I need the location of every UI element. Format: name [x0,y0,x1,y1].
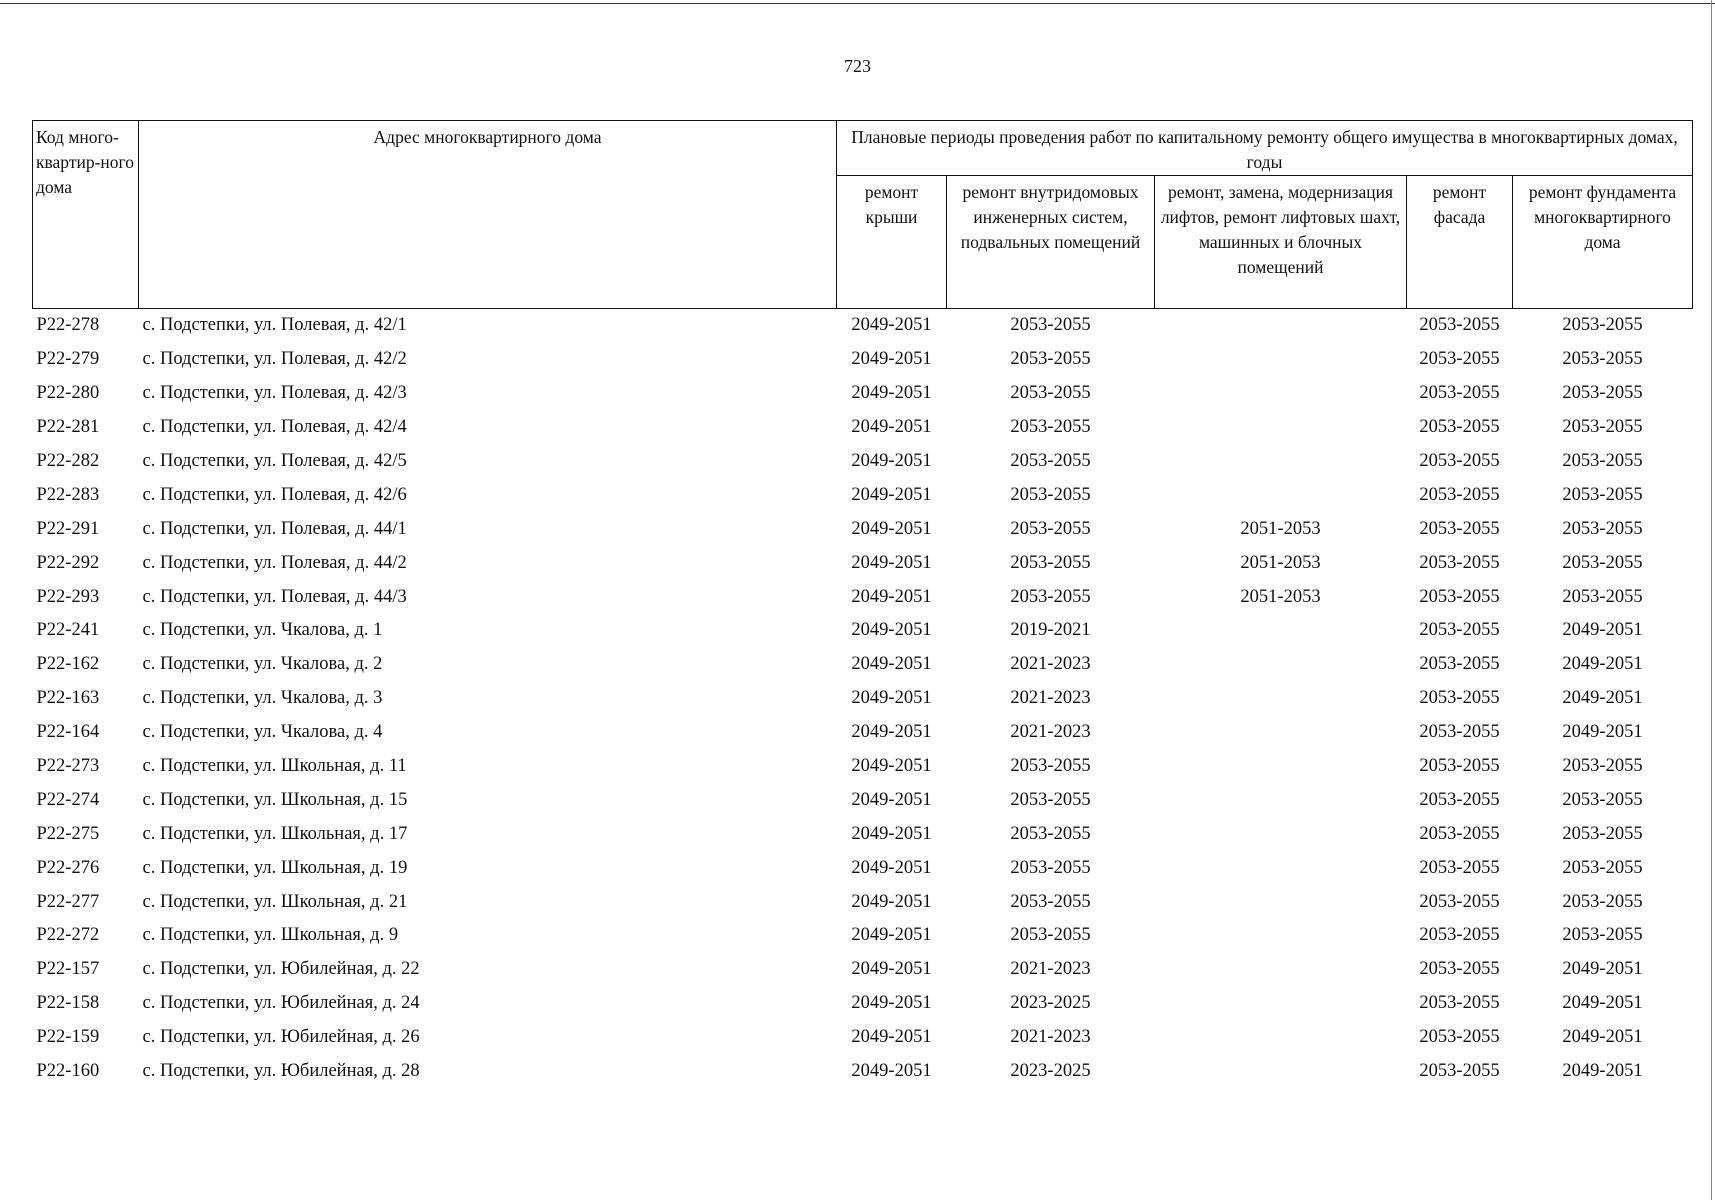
cell-facade: 2053-2055 [1419,484,1500,505]
header-facade: ремонт фасада [1407,176,1513,309]
cell-engineering: 2053-2055 [1010,857,1091,878]
cell-foundation: 2049-2051 [1562,1061,1643,1082]
cell-elevators [1155,953,1407,987]
cell-facade: 2053-2055 [1419,789,1500,810]
cell-roof: 2049-2051 [851,993,932,1014]
cell-facade: 2053-2055 [1419,315,1500,336]
table-row [33,580,1693,614]
cell-roof: 2049-2051 [851,484,932,505]
cell-code: Р22-291 [36,518,100,539]
cell-engineering: 2021-2023 [1010,1027,1091,1048]
cell-address: с. Подстепки, ул. Полевая, д. 42/1 [142,315,407,336]
cell-code: Р22-273 [36,756,100,777]
cell-elevators [1155,1055,1407,1089]
cell-foundation: 2053-2055 [1562,789,1643,810]
cell-code: Р22-280 [36,383,100,404]
cell-engineering: 2021-2023 [1010,688,1091,709]
table-row [33,648,1693,682]
cell-roof: 2049-2051 [851,925,932,946]
cell-foundation: 2053-2055 [1562,417,1643,438]
cell-address: с. Подстепки, ул. Школьная, д. 19 [142,857,408,878]
header-code: Код много-квартир-ного дома [33,121,139,309]
cell-address: с. Подстепки, ул. Школьная, д. 21 [142,891,408,912]
cell-elevators [1155,445,1407,479]
cell-elevators [1155,309,1407,343]
cell-roof: 2049-2051 [851,654,932,675]
table-row [33,546,1693,580]
cell-code: Р22-272 [36,925,100,946]
table-row [33,614,1693,648]
cell-code: Р22-162 [36,654,100,675]
cell-elevators [1155,682,1407,716]
cell-code: Р22-279 [36,349,100,370]
cell-engineering: 2053-2055 [1010,315,1091,336]
cell-engineering: 2053-2055 [1010,417,1091,438]
cell-facade: 2053-2055 [1419,451,1500,471]
cell-facade: 2053-2055 [1419,891,1500,912]
cell-elevators [1155,885,1407,919]
cell-code: Р22-283 [36,484,100,505]
cell-engineering: 2053-2055 [1010,552,1091,573]
cell-facade: 2053-2055 [1419,383,1500,404]
cell-code: Р22-163 [36,688,100,709]
cell-code: Р22-159 [36,1027,100,1048]
cell-engineering: 2019-2021 [1010,620,1091,641]
cell-engineering: 2053-2055 [1010,823,1091,844]
cell-foundation: 2053-2055 [1562,349,1643,370]
table-row [33,750,1693,784]
cell-foundation: 2049-2051 [1562,993,1643,1014]
cell-code: Р22-164 [36,722,100,743]
cell-address: с. Подстепки, ул. Полевая, д. 44/1 [142,518,407,539]
table-row [33,817,1693,851]
cell-facade: 2053-2055 [1419,993,1500,1014]
top-rule [0,3,1715,4]
cell-roof: 2049-2051 [851,451,932,471]
cell-code: Р22-292 [36,552,100,573]
cell-engineering: 2053-2055 [1010,756,1091,777]
cell-facade: 2053-2055 [1419,1027,1500,1048]
cell-roof: 2049-2051 [851,552,932,573]
cell-foundation: 2049-2051 [1562,722,1643,743]
table-row [33,953,1693,987]
table-row [33,783,1693,817]
cell-foundation: 2049-2051 [1562,620,1643,641]
table-row [33,1055,1693,1089]
cell-address: с. Подстепки, ул. Юбилейная, д. 28 [142,1061,420,1082]
cell-address: с. Подстепки, ул. Полевая, д. 42/2 [142,349,407,370]
table-row [33,1021,1693,1055]
cell-address: с. Подстепки, ул. Полевая, д. 42/4 [142,417,407,438]
cell-engineering: 2053-2055 [1010,484,1091,505]
cell-facade: 2053-2055 [1419,959,1500,980]
capital-repair-schedule-table [32,120,1693,1088]
cell-address: с. Подстепки, ул. Чкалова, д. 3 [142,688,383,709]
cell-roof: 2049-2051 [851,891,932,912]
cell-address: с. Подстепки, ул. Чкалова, д. 4 [142,722,383,743]
cell-engineering: 2053-2055 [1010,789,1091,810]
table-row [33,512,1693,546]
cell-foundation: 2053-2055 [1562,586,1643,607]
cell-engineering: 2053-2055 [1010,891,1091,912]
cell-elevators [1155,1021,1407,1055]
cell-engineering: 2053-2055 [1010,451,1091,471]
cell-code: Р22-274 [36,789,100,810]
cell-facade: 2053-2055 [1419,722,1500,743]
cell-code: Р22-282 [36,451,100,471]
cell-address: с. Подстепки, ул. Полевая, д. 42/5 [142,451,407,471]
cell-engineering: 2053-2055 [1010,586,1091,607]
header-address: Адрес многоквартирного дома [139,121,837,309]
cell-engineering: 2021-2023 [1010,722,1091,743]
cell-facade: 2053-2055 [1419,552,1500,573]
cell-roof: 2049-2051 [851,1061,932,1082]
cell-elevators: 2051-2053 [1240,586,1321,607]
cell-elevators: 2051-2053 [1240,518,1321,539]
cell-engineering: 2053-2055 [1010,518,1091,539]
cell-facade: 2053-2055 [1419,518,1500,539]
cell-facade: 2053-2055 [1419,823,1500,844]
table-row [33,682,1693,716]
cell-facade: 2053-2055 [1419,756,1500,777]
table-row [33,478,1693,512]
cell-foundation: 2049-2051 [1562,688,1643,709]
cell-elevators [1155,783,1407,817]
cell-facade: 2053-2055 [1419,654,1500,675]
table-row [33,445,1693,479]
cell-facade: 2053-2055 [1419,349,1500,370]
cell-foundation: 2053-2055 [1562,823,1643,844]
cell-foundation: 2053-2055 [1562,315,1643,336]
cell-elevators [1155,750,1407,784]
header-elevators: ремонт, замена, модернизация лифтов, ремонт лифтовых шахт, машинных и блочных помещений [1155,176,1407,309]
table-row [33,309,1693,343]
cell-code: Р22-293 [36,586,100,607]
cell-address: с. Подстепки, ул. Школьная, д. 9 [142,925,399,946]
cell-elevators [1155,817,1407,851]
cell-elevators: 2051-2053 [1240,552,1321,573]
cell-roof: 2049-2051 [851,349,932,370]
cell-roof: 2049-2051 [851,586,932,607]
cell-engineering: 2053-2055 [1010,349,1091,370]
cell-code: Р22-241 [36,620,100,641]
table-row [33,716,1693,750]
cell-code: Р22-157 [36,959,100,980]
cell-foundation: 2053-2055 [1562,518,1643,539]
cell-elevators [1155,919,1407,953]
cell-facade: 2053-2055 [1419,857,1500,878]
cell-roof: 2049-2051 [851,417,932,438]
cell-address: с. Подстепки, ул. Полевая, д. 42/3 [142,383,407,404]
cell-elevators [1155,716,1407,750]
cell-address: с. Подстепки, ул. Школьная, д. 11 [142,756,407,777]
header-foundation: ремонт фундамента многоквартирного дома [1513,176,1693,309]
cell-foundation: 2053-2055 [1562,756,1643,777]
cell-engineering: 2023-2025 [1010,1061,1091,1082]
cell-facade: 2053-2055 [1419,1061,1500,1082]
cell-facade: 2053-2055 [1419,586,1500,607]
table-row [33,851,1693,885]
right-rule [1711,0,1712,1200]
cell-roof: 2049-2051 [851,688,932,709]
cell-roof: 2049-2051 [851,315,932,336]
cell-facade: 2053-2055 [1419,688,1500,709]
cell-facade: 2053-2055 [1419,620,1500,641]
cell-code: Р22-276 [36,857,100,878]
table-header [33,121,1693,309]
cell-engineering: 2021-2023 [1010,959,1091,980]
page-number: 723 [844,56,871,76]
cell-foundation: 2053-2055 [1562,383,1643,404]
cell-elevators [1155,648,1407,682]
table-row [33,377,1693,411]
cell-foundation: 2053-2055 [1562,484,1643,505]
cell-elevators [1155,851,1407,885]
table-row [33,411,1693,445]
cell-roof: 2049-2051 [851,518,932,539]
cell-code: Р22-278 [36,315,100,336]
cell-foundation: 2049-2051 [1562,654,1643,675]
cell-elevators [1155,343,1407,377]
cell-roof: 2049-2051 [851,823,932,844]
cell-roof: 2049-2051 [851,383,932,404]
cell-address: с. Подстепки, ул. Юбилейная, д. 26 [142,1027,420,1048]
cell-elevators [1155,478,1407,512]
cell-roof: 2049-2051 [851,620,932,641]
cell-roof: 2049-2051 [851,789,932,810]
cell-roof: 2049-2051 [851,959,932,980]
cell-foundation: 2053-2055 [1562,857,1643,878]
cell-address: с. Подстепки, ул. Полевая, д. 44/3 [142,586,407,607]
cell-address: с. Подстепки, ул. Юбилейная, д. 22 [142,959,420,980]
cell-elevators [1155,987,1407,1021]
cell-roof: 2049-2051 [851,756,932,777]
cell-elevators [1155,614,1407,648]
cell-address: с. Подстепки, ул. Чкалова, д. 1 [142,620,383,641]
cell-foundation: 2053-2055 [1562,451,1643,471]
cell-code: Р22-277 [36,891,100,912]
header-periods-group: Плановые периоды проведения работ по капитальному ремонту общего имущества в многоквартирных домах, годы [837,121,1693,176]
cell-roof: 2049-2051 [851,1027,932,1048]
cell-address: с. Подстепки, ул. Школьная, д. 17 [142,823,408,844]
cell-code: Р22-281 [36,417,100,438]
cell-engineering: 2053-2055 [1010,383,1091,404]
cell-address: с. Подстепки, ул. Юбилейная, д. 24 [142,993,420,1014]
cell-engineering: 2021-2023 [1010,654,1091,675]
cell-engineering: 2053-2055 [1010,925,1091,946]
header-engineering: ремонт внутридомовых инженерных систем, подвальных помещений [947,176,1155,309]
cell-foundation: 2053-2055 [1562,925,1643,946]
table-row [33,343,1693,377]
cell-facade: 2053-2055 [1419,417,1500,438]
cell-address: с. Подстепки, ул. Полевая, д. 44/2 [142,552,407,573]
cell-elevators [1155,411,1407,445]
table-row [33,987,1693,1021]
cell-foundation: 2049-2051 [1562,959,1643,980]
cell-address: с. Подстепки, ул. Школьная, д. 15 [142,789,408,810]
table-row [33,919,1693,953]
table-row [33,885,1693,919]
cell-engineering: 2023-2025 [1010,993,1091,1014]
cell-roof: 2049-2051 [851,722,932,743]
cell-foundation: 2053-2055 [1562,891,1643,912]
cell-address: с. Подстепки, ул. Чкалова, д. 2 [142,654,383,675]
cell-address: с. Подстепки, ул. Полевая, д. 42/6 [142,484,407,505]
header-roof: ремонт крыши [837,176,947,309]
cell-code: Р22-275 [36,823,100,844]
cell-foundation: 2049-2051 [1562,1027,1643,1048]
table-body [33,309,1693,1089]
cell-roof: 2049-2051 [851,857,932,878]
cell-foundation: 2053-2055 [1562,552,1643,573]
cell-code: Р22-158 [36,993,100,1014]
cell-elevators [1155,377,1407,411]
cell-facade: 2053-2055 [1419,925,1500,946]
cell-code: Р22-160 [36,1061,100,1082]
